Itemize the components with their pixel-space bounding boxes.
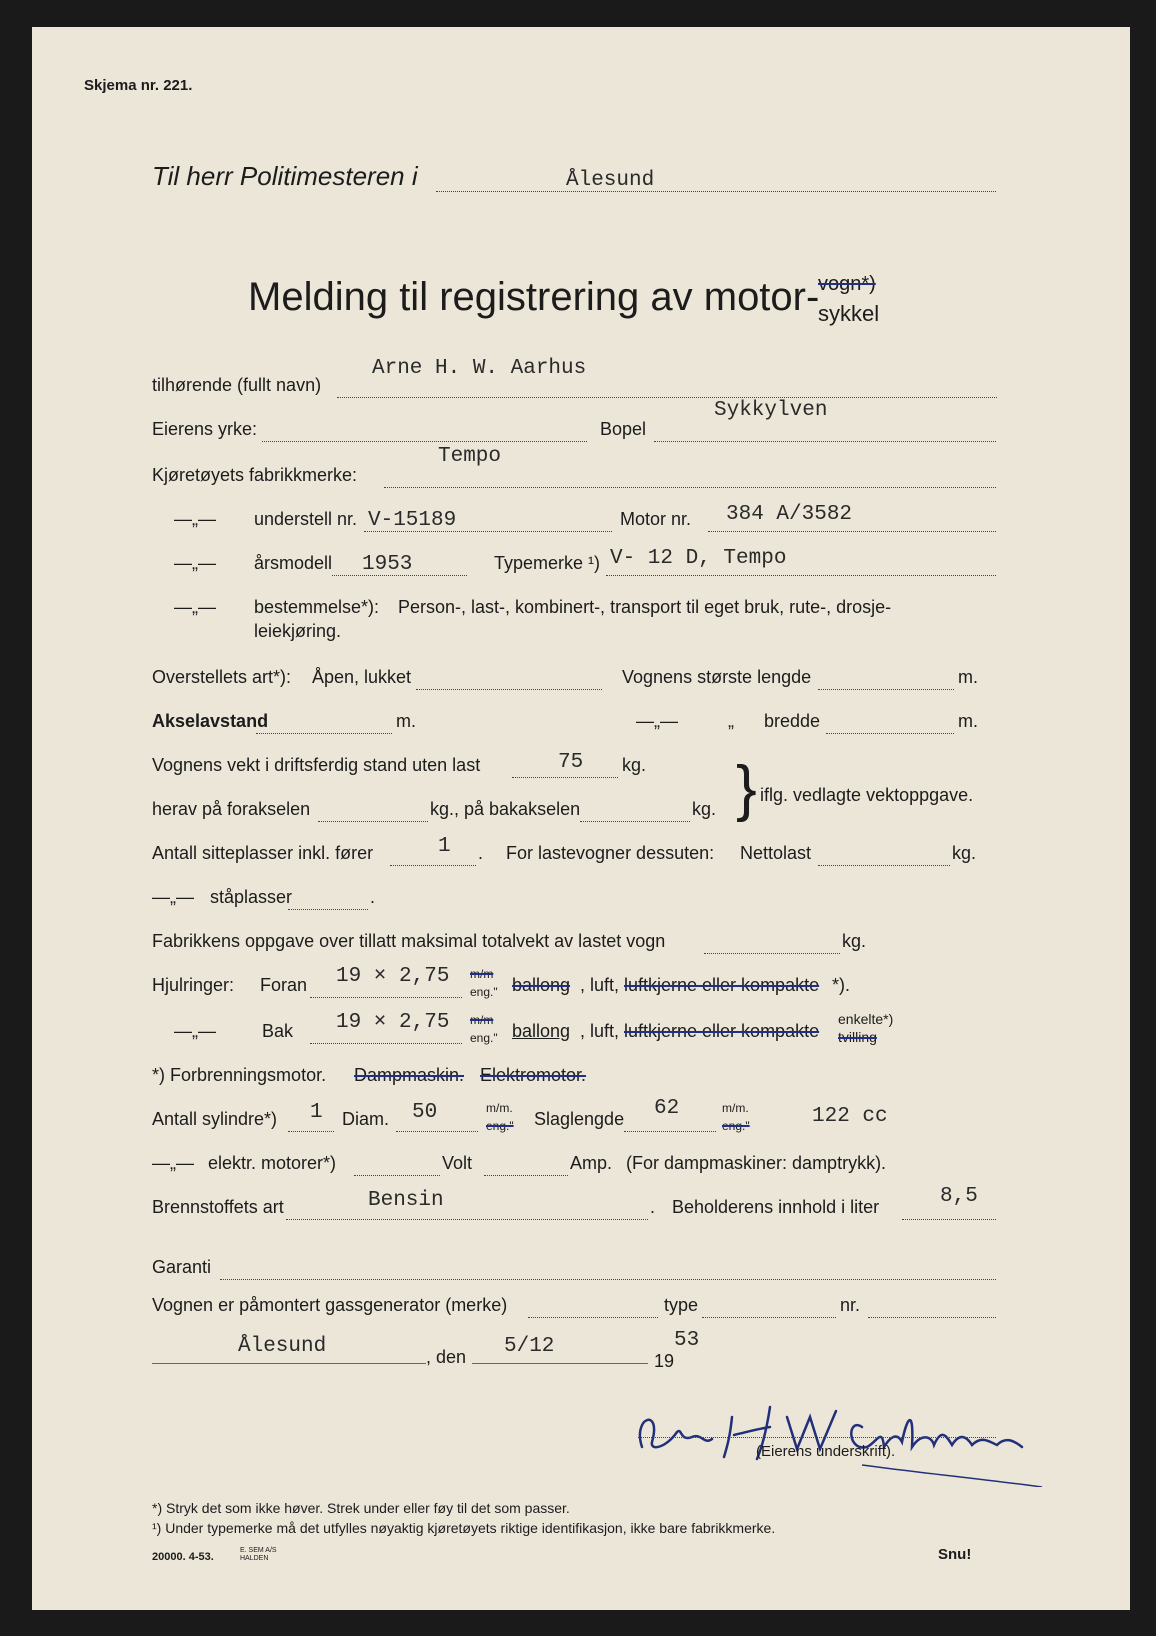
- gas-type-label: type: [664, 1295, 699, 1315]
- rear-ballong: ballong: [512, 1021, 571, 1041]
- motor-value: 384 A/3582: [726, 503, 853, 526]
- rear-unit-mm: m/m: [470, 1013, 494, 1027]
- max-weight-line: [704, 953, 840, 954]
- owner-name-line: [337, 397, 997, 398]
- tank-label: Beholderens innhold i liter: [672, 1197, 880, 1217]
- occupation-label: Eierens yrke:: [152, 419, 258, 439]
- netto-unit: kg.: [952, 843, 977, 863]
- wheels-label: Hjulringer:: [152, 975, 235, 995]
- standing-label: ståplasser: [210, 887, 293, 907]
- volt-label: Volt: [442, 1153, 473, 1173]
- purpose-text-1: Person-, last-, kombinert-, transport til eget bruk, rute-, drosje-: [398, 597, 892, 617]
- signature-line: [638, 1437, 996, 1438]
- title-option-sykkel: sykkel: [818, 301, 880, 326]
- width-ditto: „: [728, 711, 734, 731]
- weight-label: Vognens vekt i driftsferdig stand uten last: [152, 755, 481, 775]
- date-value: 5/12: [504, 1335, 555, 1358]
- body-type-value: Åpen, lukket: [312, 667, 412, 687]
- owner-name-label: tilhørende (fullt navn): [152, 375, 322, 395]
- turn-over: Snu!: [938, 1546, 972, 1563]
- ditto-3: —„—: [174, 597, 216, 617]
- front-solid: luftkjerne eller kompakte: [624, 975, 820, 995]
- max-weight-unit: kg.: [842, 931, 867, 951]
- front-solid-end: *).: [832, 975, 850, 995]
- signature-caption: (Eierens underskrift).: [756, 1443, 896, 1460]
- fuel-value: Bensin: [368, 1189, 444, 1212]
- motor-label: Motor nr.: [620, 509, 692, 529]
- year-prefix: 19: [654, 1351, 675, 1371]
- purpose-label: bestemmelse*):: [254, 597, 380, 617]
- seats-label: Antall sitteplasser inkl. fører: [152, 843, 374, 863]
- standing-line: [288, 909, 368, 910]
- tank-value: 8,5: [940, 1185, 978, 1208]
- rear-axle-label: kg., på bakakselen: [430, 799, 581, 819]
- stroke-value: 62: [654, 1097, 680, 1120]
- recipient-line: [436, 191, 996, 192]
- rear-unit-eng: eng.": [470, 1031, 498, 1045]
- tank-line: [902, 1219, 996, 1220]
- rear-solid: luftkjerne eller kompakte: [624, 1021, 820, 1041]
- stroke-unit-mm: m/m.: [722, 1101, 749, 1115]
- fuel-label: Brennstoffets art: [152, 1197, 284, 1217]
- weight-value: 75: [558, 751, 584, 774]
- netto-line: [818, 865, 950, 866]
- diam-unit-mm: m/m.: [486, 1101, 513, 1115]
- recipient-value: Ålesund: [566, 169, 655, 192]
- body-type-line: [416, 689, 602, 690]
- front-luft: , luft,: [580, 975, 620, 995]
- make-line: [384, 487, 996, 488]
- weight-line: [512, 777, 618, 778]
- gas-nr-label: nr.: [840, 1295, 861, 1315]
- guarantee-line: [220, 1279, 996, 1280]
- axle-label: Akselavstand: [152, 711, 269, 731]
- engine-volume: 122 cc: [812, 1105, 888, 1128]
- type-line: [606, 575, 996, 576]
- axle-unit: m.: [396, 711, 416, 731]
- print-info: 20000. 4-53.: [152, 1551, 214, 1563]
- occupation-line: [262, 441, 587, 442]
- engine-electric: Elektromotor.: [480, 1065, 587, 1085]
- year-label: årsmodell: [254, 553, 333, 573]
- footnote-2: ¹) Under typemerke må det utfylles nøyaktig kjøretøyets riktige identifikasjon, ikke bare fabrikkmerke.: [152, 1520, 776, 1536]
- ditto-2: —„—: [174, 553, 216, 573]
- rear-tvilling: tvilling: [838, 1029, 877, 1045]
- body-type-label: Overstellets art*):: [152, 667, 292, 687]
- front-wheel-label: Foran: [260, 975, 308, 995]
- residence-label: Bopel: [600, 419, 647, 439]
- stroke-unit-eng: eng.": [722, 1119, 750, 1133]
- date-line: [472, 1363, 648, 1364]
- width-line: [826, 733, 954, 734]
- diam-value: 50: [412, 1101, 438, 1124]
- electric-motors-label: elektr. motorer*): [208, 1153, 337, 1173]
- rear-axle-line: [580, 821, 690, 822]
- gas-type-line: [702, 1317, 836, 1318]
- front-ballong: ballong: [512, 975, 571, 995]
- axle-line: [256, 733, 392, 734]
- residence-line: [654, 441, 996, 442]
- max-weight-label: Fabrikkens oppgave over tillatt maksimal totalvekt av lastet vogn: [152, 931, 666, 951]
- front-wheel-value: 19 × 2,75: [336, 965, 450, 988]
- amp-label: Amp.: [570, 1153, 613, 1173]
- rear-axle-unit: kg.: [692, 799, 717, 819]
- engine-steam: Dampmaskin.: [354, 1065, 465, 1085]
- type-value: V- 12 D, Tempo: [610, 547, 787, 570]
- steam-pressure-note: (For dampmaskiner: damptrykk).: [626, 1153, 887, 1173]
- rear-enkelte: enkelte*): [838, 1011, 894, 1027]
- rear-wheel-line: [310, 1043, 462, 1044]
- netto-label: Nettolast: [740, 843, 812, 863]
- ditto-1: —„—: [174, 509, 216, 529]
- rear-luft: , luft,: [580, 1021, 620, 1041]
- width-unit: m.: [958, 711, 978, 731]
- weight-note: iflg. vedlagte vektoppgave.: [760, 785, 974, 805]
- rear-wheel-label: Bak: [262, 1021, 294, 1041]
- title-option-vogn: vogn*): [818, 273, 876, 295]
- gas-generator-line: [528, 1317, 658, 1318]
- purpose-text-2: leiekjøring.: [254, 621, 342, 641]
- weight-unit: kg.: [622, 755, 647, 775]
- motor-line: [708, 531, 996, 532]
- front-unit-mm: m/m: [470, 967, 494, 981]
- length-line: [818, 689, 954, 690]
- diam-line: [396, 1131, 478, 1132]
- volt-line: [484, 1175, 568, 1176]
- gas-generator-label: Vognen er påmontert gassgenerator (merke): [152, 1295, 508, 1315]
- gas-nr-line: [868, 1317, 996, 1318]
- guarantee-label: Garanti: [152, 1257, 212, 1277]
- footnote-1: *) Stryk det som ikke høver. Strek under eller føy til det som passer.: [152, 1500, 570, 1516]
- length-unit: m.: [958, 667, 978, 687]
- front-unit-eng: eng.": [470, 985, 498, 999]
- owner-name-value: Arne H. W. Aarhus: [372, 357, 587, 380]
- trucks-label: For lastevogner dessuten:: [506, 843, 715, 863]
- length-label: Vognens største lengde: [622, 667, 812, 687]
- type-label: Typemerke ¹): [494, 553, 601, 573]
- chassis-label: understell nr.: [254, 509, 358, 529]
- ditto-6: —„—: [174, 1021, 216, 1041]
- front-axle-label: herav på forakselen: [152, 799, 311, 819]
- place-value: Ålesund: [238, 1335, 327, 1358]
- residence-value: Sykkylven: [714, 399, 828, 422]
- stroke-line: [624, 1131, 716, 1132]
- year-suffix: 53: [674, 1329, 700, 1352]
- form-sheet: Skjema nr. 221. Til herr Politimesteren i Ålesund Melding til registrering av motor- vogn*) sykkel tilhørende (fullt navn) Arne H. W. Aarhus Eierens yrke: Bopel Sykkylven Kjøretøyets fabrikkmerke: Tempo —„— understell nr. V-15189 Motor nr. 384 A/3582 —„— årsmodell 1953 Typemerke ¹) V- 12 D, Tempo —„— bestemmelse*): Person-, last-, kombinert-, transport til eget bruk, rute-, drosje- leiekjøring. Overstellets art*): Åpen, lukket Vognens største lengde m. Akselavstand m. —„— „ bredde m. Vognens vekt i driftsferdig stand uten last 75 kg. herav på forakselen kg., på bakakselen kg. } iflg. vedlagte vektoppgave. Antall sitteplasser inkl. fører 1 . For lastevogner dessuten: Nettolast kg. —„— ståplasser . Fabrikkens oppgave over tillatt maksimal totalvekt av lastet vogn kg. Hjulringer: Foran 19 × 2,75 m/m eng." ballong , luft, luftkjerne eller kompakte *). —„— Bak 19 × 2,75 m/m eng." ballong , luft, luftkjerne eller kompakte enkelte*) tvilling *) Forbrenningsmotor. Dampmaskin. Elektromotor. Antall sylindre*) 1 Diam. 50 m/m. eng." Slaglengde 62 m/m. eng." 122 cc —„— elektr. motorer*) Volt Amp. (For dampmaskiner: damptrykk). Brennstoffets art Bensin . Beholderens innhold i liter 8,5 Garanti Vognen er påmontert gassgenerator (merke) type nr. Ålesund , den 5/12 19 53 (Eierens underskrift). *) Stryk det som ikke høver. Strek under eller føy til det som passer. ¹) Under typemerke må det utfylles nøyaktig kjøretøyets riktige identifikasjon, ikke bare fabrikkmerke. 20000. 4-53. E. SEM A/S HALDEN Snu!: [32, 27, 1130, 1610]
- ditto-5: —„—: [152, 887, 194, 907]
- front-axle-line: [318, 821, 428, 822]
- seats-value: 1: [438, 835, 451, 858]
- brace: }: [736, 754, 757, 823]
- engine-note: *) Forbrenningsmotor.: [152, 1065, 327, 1085]
- year-value: 1953: [362, 553, 413, 576]
- electric-motors-line: [354, 1175, 440, 1176]
- stroke-label: Slaglengde: [534, 1109, 625, 1129]
- ditto-4: —„—: [636, 711, 678, 731]
- make-label: Kjøretøyets fabrikkmerke:: [152, 465, 358, 485]
- recipient-label: Til herr Politimesteren i: [152, 161, 418, 191]
- width-label: bredde: [764, 711, 821, 731]
- place-line: [152, 1363, 426, 1364]
- printer-info: E. SEM A/S HALDEN: [240, 1547, 277, 1562]
- ditto-7: —„—: [152, 1153, 194, 1173]
- rear-wheel-value: 19 × 2,75: [336, 1011, 450, 1034]
- cylinders-line: [288, 1131, 334, 1132]
- fuel-line: [286, 1219, 648, 1220]
- front-wheel-line: [310, 997, 462, 998]
- form-number: Skjema nr. 221.: [84, 77, 193, 94]
- cylinders-value: 1: [310, 1101, 323, 1124]
- make-value: Tempo: [438, 445, 502, 468]
- chassis-value: V-15189: [368, 509, 457, 532]
- seats-line: [390, 865, 476, 866]
- cylinders-label: Antall sylindre*): [152, 1109, 278, 1129]
- diam-label: Diam.: [342, 1109, 390, 1129]
- date-label: , den: [426, 1347, 467, 1367]
- diam-unit-eng: eng.": [486, 1119, 514, 1133]
- form-title: Melding til registrering av motor-: [248, 275, 820, 319]
